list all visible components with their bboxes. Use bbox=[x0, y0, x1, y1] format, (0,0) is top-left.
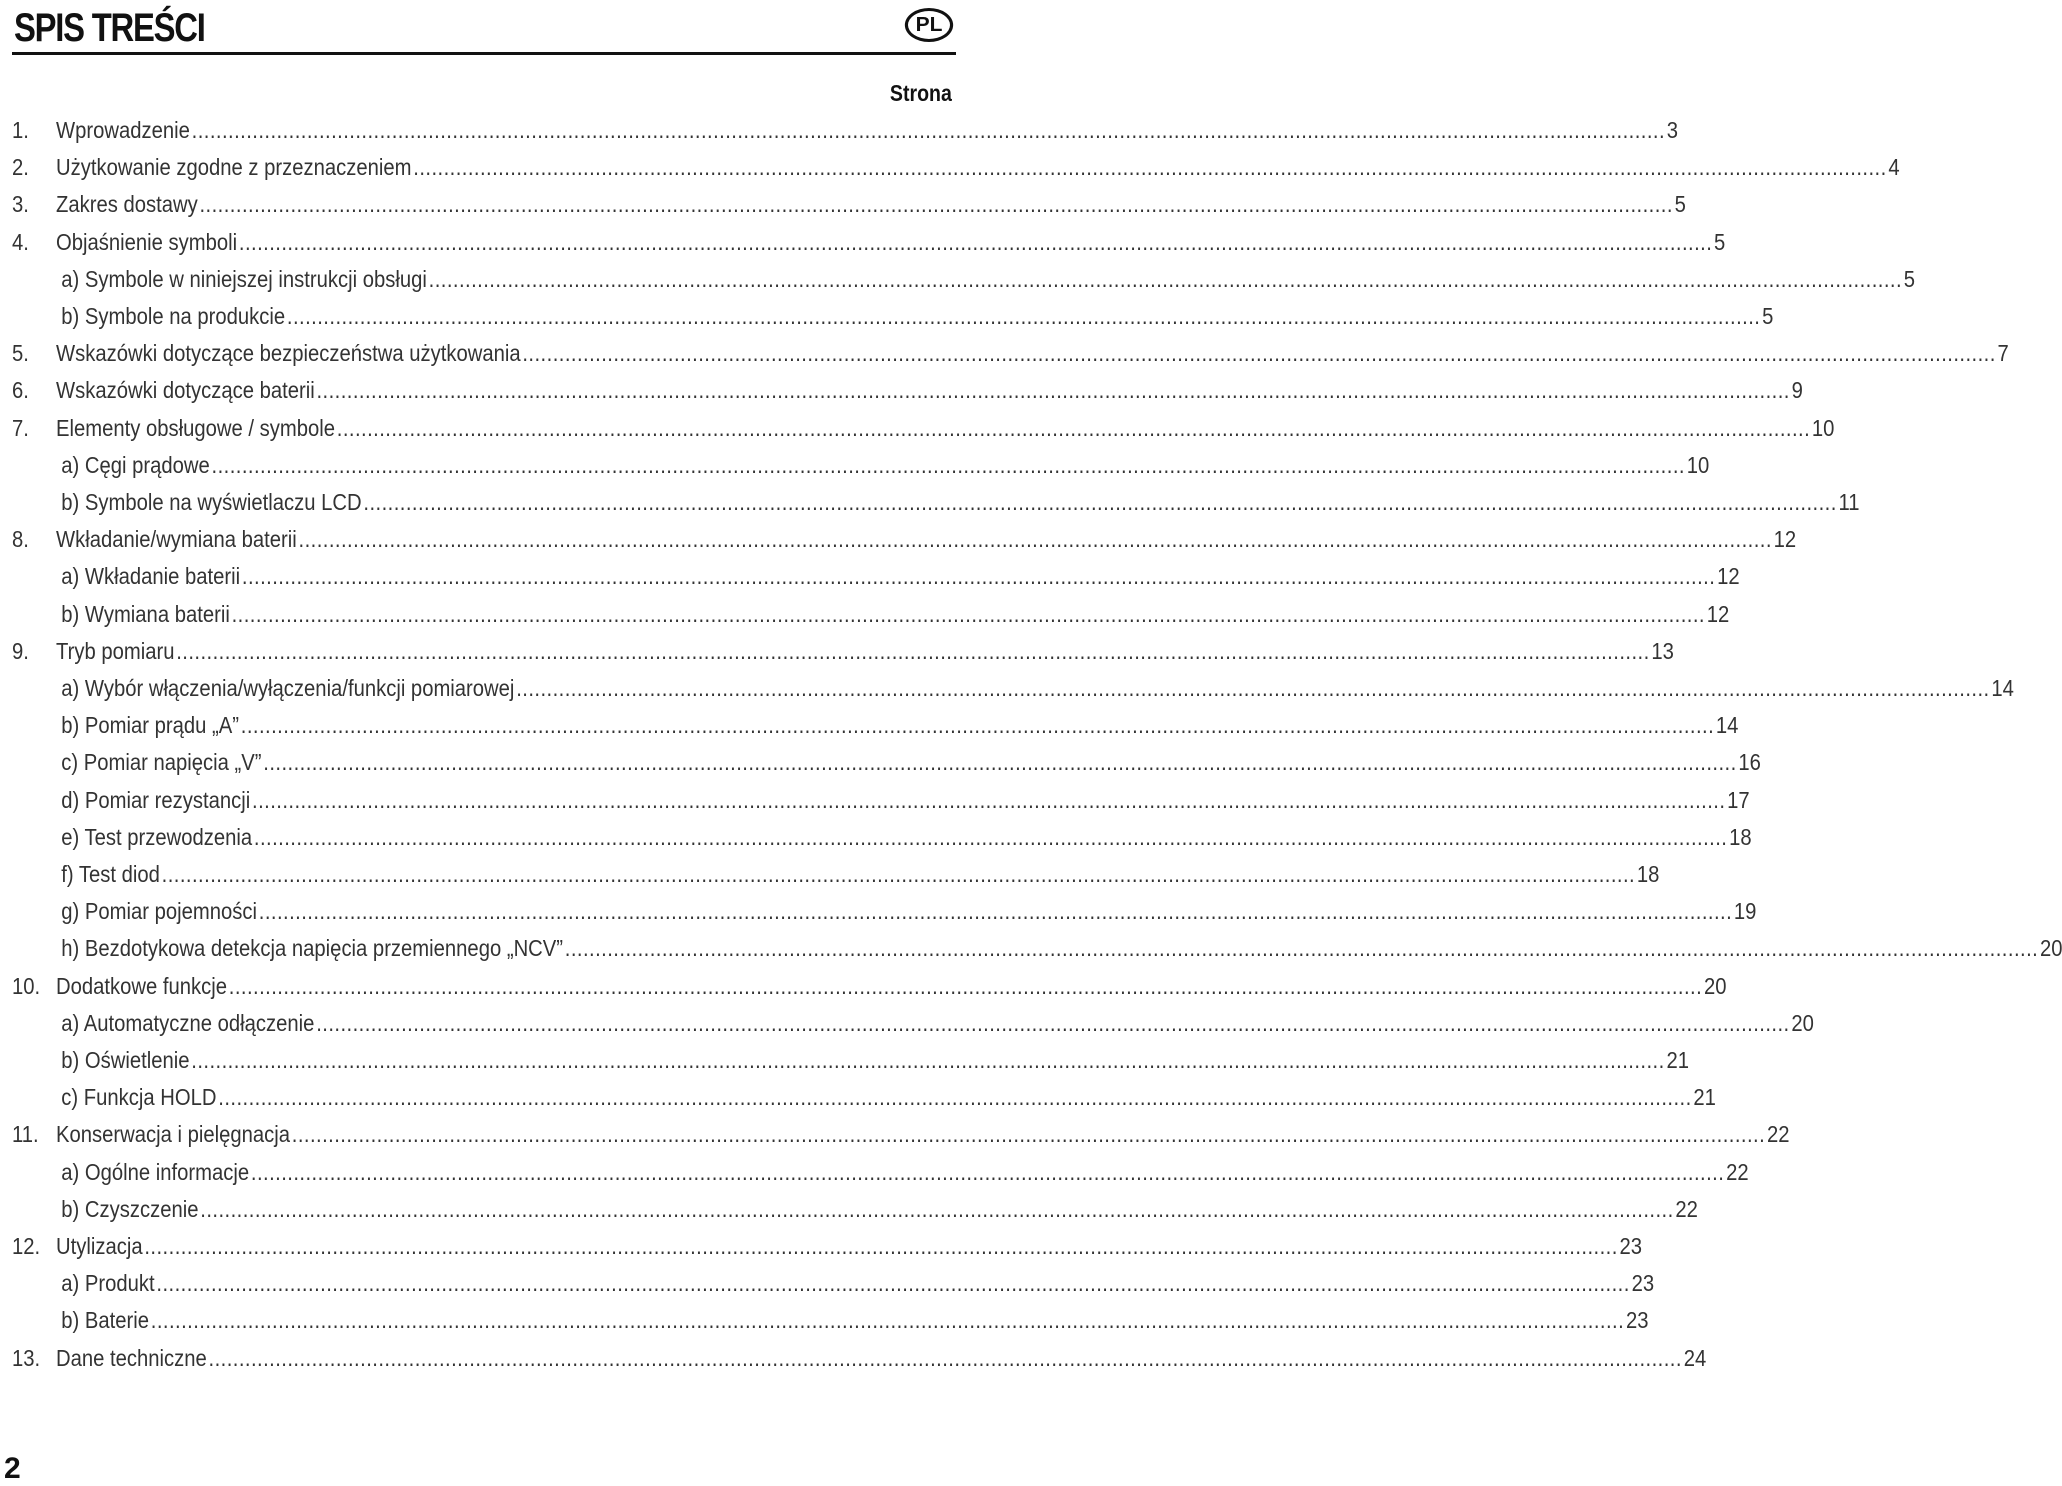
dot-leader bbox=[565, 930, 2038, 966]
dot-leader bbox=[144, 1228, 1617, 1264]
dot-leader bbox=[292, 1116, 1765, 1152]
toc-entry[interactable] bbox=[12, 484, 1860, 520]
dot-leader bbox=[429, 261, 1902, 297]
toc-entry-page: 12 bbox=[1706, 600, 1730, 627]
toc-entry-label: Utylizacja bbox=[56, 1233, 143, 1259]
dot-leader bbox=[200, 1191, 1673, 1227]
toc-entry-page: 12 bbox=[1773, 526, 1797, 553]
toc-entry-label: Dane techniczne bbox=[56, 1344, 207, 1371]
dot-leader bbox=[229, 968, 1702, 1004]
toc-entry-page: 22 bbox=[1726, 1158, 1749, 1185]
toc-entry-label: d) Pomiar rezystancji bbox=[61, 786, 251, 813]
toc-entry-label: c) Funkcja HOLD bbox=[61, 1084, 217, 1111]
toc-entry[interactable] bbox=[12, 1005, 1814, 1041]
toc-entry[interactable] bbox=[12, 335, 2009, 371]
dot-leader bbox=[516, 670, 1989, 706]
dot-leader bbox=[337, 410, 1810, 446]
dot-leader bbox=[156, 1265, 1629, 1301]
toc-entry-label: h) Bezdotykowa detekcja napięcia przemiennego „NCV” bbox=[61, 935, 564, 962]
toc-entry-page: 5 bbox=[1762, 303, 1774, 329]
dot-leader bbox=[522, 335, 1995, 371]
toc-entry[interactable] bbox=[12, 410, 1835, 446]
toc-entry[interactable] bbox=[12, 447, 1710, 483]
toc-entry[interactable] bbox=[12, 633, 1674, 669]
toc-entry[interactable] bbox=[12, 521, 1797, 557]
toc-entry-page: 18 bbox=[1729, 823, 1752, 850]
toc-entry-page: 14 bbox=[1715, 712, 1739, 739]
dot-leader bbox=[199, 186, 1672, 222]
toc-entry-label: a) Ogólne informacje bbox=[61, 1158, 250, 1185]
toc-entry-label: Wskazówki dotyczące bezpieczeństwa użytkowania bbox=[56, 340, 521, 367]
toc-entry-page: 7 bbox=[1997, 340, 2009, 367]
toc-entry-page: 10 bbox=[1686, 451, 1710, 478]
toc-entry-label: a) Wybór włączenia/wyłączenia/funkcji pomiarowej bbox=[61, 675, 515, 701]
toc-entry-label: a) Cęgi prądowe bbox=[61, 451, 210, 478]
toc-entry-number: 4. bbox=[12, 228, 29, 255]
toc-entry-page: 11 bbox=[1838, 489, 1860, 515]
dot-leader bbox=[212, 447, 1685, 483]
toc-entry[interactable] bbox=[12, 298, 1774, 334]
dot-leader bbox=[191, 1042, 1664, 1078]
toc-entry-label: a) Automatyczne odłączenie bbox=[61, 1009, 315, 1036]
dot-leader bbox=[259, 893, 1732, 929]
toc-entry-page: 22 bbox=[1766, 1121, 1790, 1148]
toc-entry-number: 11. bbox=[12, 1121, 39, 1148]
toc-entry-page: 9 bbox=[1791, 377, 1803, 404]
toc-entry-label: b) Symbole na produkcie bbox=[61, 303, 286, 329]
toc-entry-label: Użytkowanie zgodne z przeznaczeniem bbox=[56, 154, 412, 181]
toc-entry-number: 9. bbox=[12, 637, 29, 664]
toc-entry-label: a) Symbole w niniejszej instrukcji obsługi bbox=[61, 265, 427, 292]
toc-entry-label: Konserwacja i pielęgnacja bbox=[56, 1121, 291, 1148]
toc-entry-label: Elementy obsługowe / symbole bbox=[56, 414, 336, 441]
toc-entry-label: b) Baterie bbox=[61, 1307, 150, 1334]
toc-entry-label: b) Symbole na wyświetlaczu LCD bbox=[61, 489, 362, 515]
toc-entry-page: 14 bbox=[1991, 675, 2014, 701]
toc-entry-page: 13 bbox=[1651, 637, 1674, 664]
toc-entry-label: f) Test diod bbox=[61, 861, 160, 887]
page-column-header: Strona bbox=[890, 80, 952, 106]
toc-entry-page: 21 bbox=[1666, 1047, 1689, 1073]
toc-entry-number: 7. bbox=[12, 414, 29, 441]
toc-entry[interactable] bbox=[12, 1116, 1790, 1152]
toc-entry[interactable] bbox=[12, 558, 1740, 594]
dot-leader bbox=[232, 596, 1705, 632]
dot-leader bbox=[239, 224, 1712, 260]
dot-leader bbox=[209, 1340, 1682, 1376]
toc-entry-page: 5 bbox=[1714, 228, 1726, 255]
toc-entry-label: Zakres dostawy bbox=[56, 191, 198, 218]
toc-entry-page: 19 bbox=[1733, 898, 1757, 925]
dot-leader bbox=[176, 633, 1649, 669]
toc-entry[interactable] bbox=[12, 1154, 1749, 1190]
toc-entry-page: 17 bbox=[1727, 786, 1750, 813]
dot-leader bbox=[254, 819, 1727, 855]
toc-entry-page: 4 bbox=[1888, 154, 1900, 181]
dot-leader bbox=[299, 521, 1772, 557]
toc-entry-label: Wkładanie/wymiana baterii bbox=[56, 526, 297, 553]
toc-entry-page: 12 bbox=[1717, 563, 1740, 590]
dot-leader bbox=[192, 112, 1665, 148]
toc-entry[interactable] bbox=[12, 930, 2062, 966]
dot-leader bbox=[263, 744, 1736, 780]
toc-entry-label: Dodatkowe funkcje bbox=[56, 972, 228, 999]
toc-entry-number: 13. bbox=[12, 1344, 41, 1371]
dot-leader bbox=[151, 1302, 1624, 1338]
page-header bbox=[12, 0, 956, 55]
toc-entry[interactable] bbox=[12, 1191, 1698, 1227]
toc-entry-label: g) Pomiar pojemności bbox=[61, 898, 258, 925]
toc-entry-label: a) Produkt bbox=[61, 1270, 155, 1297]
toc-entry-number: 8. bbox=[12, 526, 29, 553]
toc-entry[interactable] bbox=[12, 856, 1660, 892]
toc-entry-page: 16 bbox=[1738, 749, 1761, 776]
toc-entry[interactable] bbox=[12, 1302, 1649, 1338]
toc-entry[interactable] bbox=[12, 1340, 1707, 1376]
toc-entry-number: 12. bbox=[12, 1233, 41, 1259]
toc-entry-page: 20 bbox=[1703, 972, 1727, 999]
toc-entry-number: 3. bbox=[12, 191, 29, 218]
toc-entry-page: 3 bbox=[1666, 117, 1679, 143]
toc-entry[interactable] bbox=[12, 186, 1686, 222]
toc-entry[interactable] bbox=[12, 224, 1726, 260]
toc-entry-number: 5. bbox=[12, 340, 29, 367]
dot-leader bbox=[162, 856, 1635, 892]
toc-entry-label: c) Pomiar napięcia „V” bbox=[61, 749, 262, 776]
dot-leader bbox=[287, 298, 1760, 334]
dot-leader bbox=[242, 558, 1715, 594]
toc-entry-label: a) Wkładanie baterii bbox=[61, 563, 241, 590]
toc-entry[interactable] bbox=[12, 372, 1803, 408]
dot-leader bbox=[316, 372, 1789, 408]
toc-entry-label: Tryb pomiaru bbox=[56, 637, 175, 664]
toc-entry[interactable] bbox=[12, 707, 1739, 743]
toc-entry[interactable] bbox=[12, 782, 1750, 818]
toc-entry[interactable] bbox=[12, 261, 1916, 297]
dot-leader bbox=[413, 149, 1886, 185]
toc-entry-number: 1. bbox=[12, 117, 29, 143]
toc-entry-page: 23 bbox=[1619, 1233, 1643, 1259]
toc-entry[interactable] bbox=[12, 819, 1752, 855]
toc-entry-page: 10 bbox=[1811, 414, 1835, 441]
toc-entry-label: b) Pomiar prądu „A” bbox=[61, 712, 240, 739]
toc-entry[interactable] bbox=[12, 1079, 1716, 1115]
toc-entry-label: b) Czyszczenie bbox=[61, 1195, 199, 1222]
dot-leader bbox=[252, 782, 1725, 818]
toc-entry-label: b) Wymiana baterii bbox=[61, 600, 230, 627]
toc-entry-label: e) Test przewodzenia bbox=[61, 823, 253, 850]
dot-leader bbox=[218, 1079, 1691, 1115]
toc-entry[interactable] bbox=[12, 149, 1900, 185]
toc-entry-page: 23 bbox=[1631, 1270, 1655, 1297]
dot-leader bbox=[251, 1154, 1724, 1190]
page-title: SPIS TREŚCI bbox=[14, 6, 205, 50]
toc-entry[interactable] bbox=[12, 893, 1757, 929]
toc-entry-page: 20 bbox=[1791, 1009, 1814, 1036]
toc-entry-label: b) Oświetlenie bbox=[61, 1047, 190, 1073]
toc-entry-label: Wprowadzenie bbox=[56, 117, 190, 143]
toc-entry-page: 5 bbox=[1674, 191, 1686, 218]
language-badge: PL bbox=[905, 8, 953, 42]
toc-entry-page: 20 bbox=[2039, 935, 2062, 962]
toc-entry[interactable] bbox=[12, 1228, 1643, 1264]
dot-leader bbox=[241, 707, 1714, 743]
toc-entry-label: Wskazówki dotyczące baterii bbox=[56, 377, 315, 404]
toc-entry-number: 2. bbox=[12, 154, 29, 181]
page-number: 2 bbox=[4, 1452, 21, 1485]
toc-entry-number: 6. bbox=[12, 377, 29, 404]
toc-entry-page: 22 bbox=[1675, 1195, 1698, 1222]
toc-entry-page: 21 bbox=[1693, 1084, 1716, 1111]
toc-entry-number: 10. bbox=[12, 972, 41, 999]
dot-leader bbox=[316, 1005, 1789, 1041]
toc-entry[interactable] bbox=[12, 1042, 1689, 1078]
toc-entry[interactable] bbox=[12, 1265, 1655, 1301]
toc-entry-page: 24 bbox=[1683, 1344, 1707, 1371]
toc-entry[interactable] bbox=[12, 596, 1730, 632]
toc-entry[interactable] bbox=[12, 968, 1727, 1004]
toc-entry[interactable] bbox=[12, 670, 2014, 706]
toc-entry-page: 23 bbox=[1625, 1307, 1649, 1334]
toc-entry-page: 18 bbox=[1636, 861, 1660, 887]
toc-entry-page: 5 bbox=[1903, 265, 1916, 292]
dot-leader bbox=[363, 484, 1836, 520]
toc-entry[interactable] bbox=[12, 744, 1761, 780]
toc-entry-label: Objaśnienie symboli bbox=[56, 228, 238, 255]
toc-entry[interactable] bbox=[12, 112, 1679, 148]
